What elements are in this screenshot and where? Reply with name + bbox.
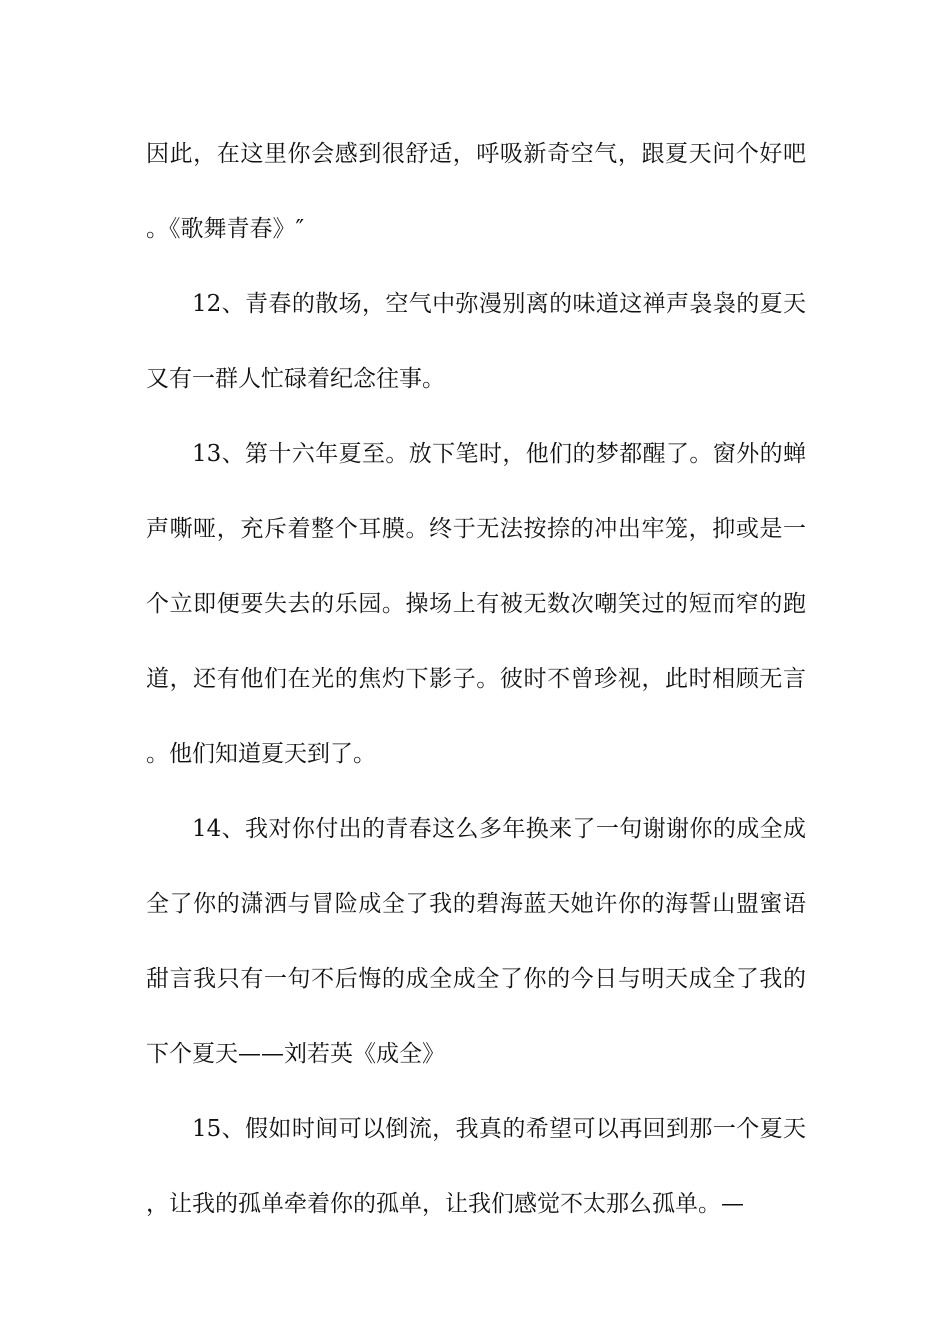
paragraph-continued: 因此，在这里你会感到很舒适，呼吸新奇空气，跟夏天问个好吧。《歌舞青春》″ (146, 141, 806, 242)
paragraph-14: 14、我对你付出的青春这么多年换来了一句谢谢你的成全成全了你的潇洒与冒险成全了我的碧海蓝天她许你的海誓山盟蜜语甜言我只有一句不后悔的成全成全了你的今日与明天成全了我的下个夏天——刘若英《成全》 (146, 816, 806, 1067)
document-body (146, 117, 806, 1242)
paragraph-12: 12、青春的散场，空气中弥漫别离的味道这禅声袅袅的夏天又有一群人忙碌着纪念往事。 (146, 291, 806, 392)
paragraph-13: 13、第十六年夏至。放下笔时，他们的梦都醒了。窗外的蝉声嘶哑，充斥着整个耳膜。终于无法按捺的冲出牢笼，抑或是一个立即便要失去的乐园。操场上有被无数次嘲笑过的短而窄的跑道，还有他们在光的焦灼下影子。彼时不曾珍视，此时相顾无言。他们知道夏天到了。 (146, 441, 806, 767)
paragraph-15: 15、假如时间可以倒流，我真的希望可以再回到那一个夏天，让我的孤单牵着你的孤单，让我们感觉不太那么孤单。— (146, 1116, 806, 1217)
